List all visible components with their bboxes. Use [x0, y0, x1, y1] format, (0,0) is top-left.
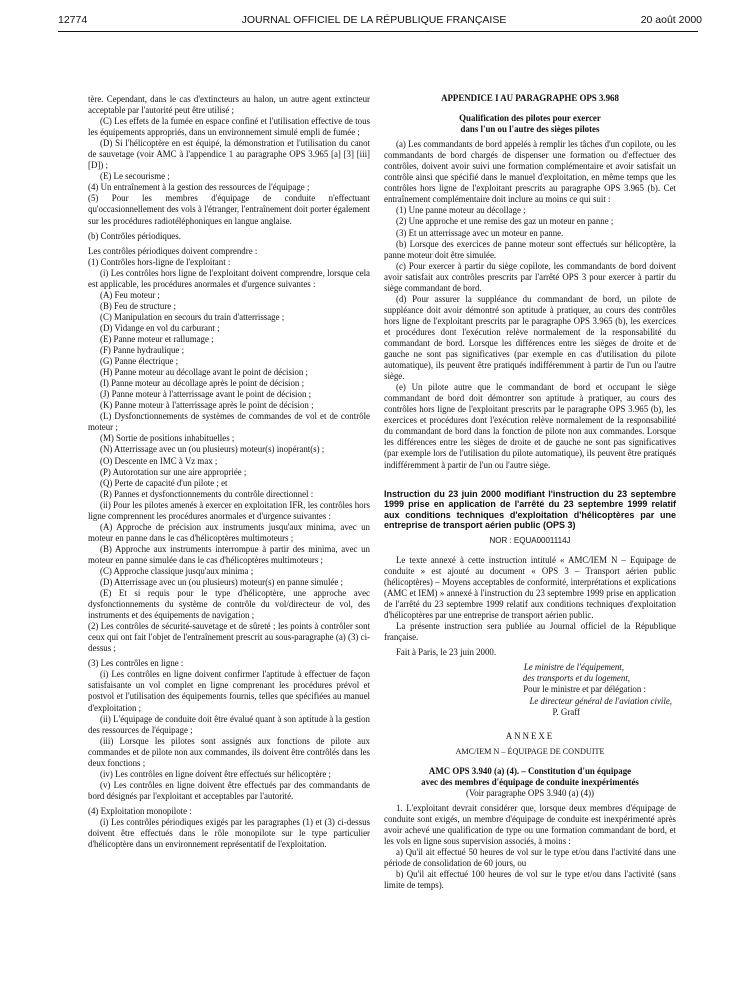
- paragraph: (c) Pour exercer à partir du siège copilote, les commandants de bord doivent avoir satisfait aux contrôles prescrits par l'arrêté OPS 3 pour exercer à partir du siège commandant de bord.: [384, 260, 676, 293]
- list-item: (v) Les contrôles en ligne doivent être effectués par des commandants de bord désignés par l'exploitant et acceptables par l'autorité.: [88, 779, 370, 801]
- paragraph: (5) Pour les membres d'équipage de conduite n'effectuant qu'occasionnellement des vols à l'étranger, l'entraînement doit porter également sur les procédures radiotéléphoniques en langue anglaise.: [88, 193, 370, 226]
- list-item: (F) Panne hydraulique ;: [100, 345, 185, 356]
- list-item: (iii) Lorsque les pilotes sont assignés aux fonctions de pilote aux commandes et de pilote non aux commandes, ils doivent être contrôlés dans les deux fonctions ;: [88, 735, 370, 768]
- paragraph: (d) Pour assurer la suppléance du commandant de bord, un pilote de suppléance doit avoir démontré son aptitude à pratiquer, au cours des contrôles hors ligne de l'exploitant prescrits par le paragraphe OPS 3.965 (b), les exercices et procédures dont l'exécution relève normalement de la responsabilité du commandant de bord. Lorsque les différences entre les sièges de droite et de gauche ne sont pas significatives (par exemple en cas d'utilisation du pilote automatique), ils peuvent être pratiqués indifféremment à partir de l'un ou l'autre siège.: [384, 293, 676, 382]
- list-item: (G) Panne électrique ;: [100, 356, 179, 367]
- list-item: (ii) L'équipage de conduite doit être évalué quant à son aptitude à la gestion des ressources de l'équipage ;: [88, 713, 370, 735]
- list-item: (iv) Les contrôles en ligne doivent être effectués sur hélicoptère ;: [100, 768, 331, 779]
- paragraph: (4) Un entraînement à la gestion des ressources de l'équipage ;: [88, 182, 310, 193]
- list-item: (A) Feu moteur ;: [100, 289, 160, 300]
- signature-line: Le directeur général de l'aviation civile,: [529, 695, 672, 706]
- page-header: [0, 14, 748, 30]
- signature-line: des transports et du logement,: [522, 673, 630, 684]
- list-item: (B) Feu de structure ;: [100, 300, 176, 311]
- nor-reference: NOR : EQUA0001114J: [489, 535, 571, 545]
- paragraph: La présente instruction sera publiée au Journal officiel de la République française.: [384, 621, 676, 643]
- list-item: b) Qu'il ait effectué 100 heures de vol sur le type et/ou dans l'activité (sans limite de temps).: [384, 869, 676, 891]
- list-item: (i) Les contrôles périodiques exigés par les paragraphes (1) et (3) ci-dessus doivent être effectués dans le rôle monopilote sur le type particulier d'hélicoptère dans un environnement représentatif de l'exploitation.: [88, 817, 370, 850]
- list-item: (1) Une panne moteur au décollage ;: [396, 205, 526, 216]
- list-item: (C) Manipulation en secours du train d'atterrissage ;: [100, 311, 285, 322]
- paragraph: (4) Exploitation monopilote :: [88, 805, 192, 816]
- list-item: (Q) Perte de capacité d'un pilote ; et: [100, 477, 228, 488]
- paragraph: (a) Les commandants de bord appelés à remplir les tâches d'un copilote, ou les commandants de bord chargés de dispenser une formation ou d'effectuer des contrôles, doivent avoir suivi une formation complémentaire et avoir satisfait un contrôle ainsi que spécifié dans le manuel d'exploitation, en même temps que les contrôles hors ligne de l'exploitant prescrits au paragraphe OPS 3.965 (b). Cet entraînement complémentaire doit inclure au moins ce qui suit :: [384, 139, 676, 205]
- appendix-title: APPENDICE I AU PARAGRAPHE OPS 3.968: [441, 93, 619, 103]
- paragraph: (i) Les contrôles hors ligne de l'exploitant doivent comprendre, lorsque cela est applicable, les procédures anormales et d'urgence suivantes :: [88, 267, 370, 289]
- annex-subtitle: AMC/IEM N – ÉQUIPAGE DE CONDUITE: [455, 746, 605, 756]
- journal-title: JOURNAL OFFICIEL DE LA RÉPUBLIQUE FRANÇAISE: [241, 14, 507, 26]
- list-item: (I) Panne moteur au décollage après le point de décision ;: [100, 378, 305, 389]
- paragraph: (e) Un pilote autre que le commandant de bord et occupant le siège commandant de bord doit démontrer son aptitude à pratiquer, au cours des contrôles hors ligne de l'exploitant prescrits par le paragraphe OPS 3.965 (b), les exercices et procédures dont l'exécution relève normalement de la responsabilité du commandant de bord dans la fonction de pilote non aux commandes. Lorsque les différences entre les sièges de droite et de gauche ne sont pas significatives (par exemple lors de l'utilisation du pilote automatique), ils peuvent être pratiqués indifféremment à partir de l'un ou l'autre siège.: [384, 382, 676, 470]
- list-item: (B) Approche aux instruments interrompue à partir des minima, avec un moteur en panne simulée dans le cas d'hélicoptères multimoteurs ;: [88, 543, 370, 565]
- list-item: (A) Approche de précision aux instruments jusqu'aux minima, avec un moteur en panne dans le cas d'hélicoptères multimoteurs ;: [88, 521, 370, 543]
- list-item: (O) Descente en IMC à Vz max ;: [100, 455, 218, 466]
- list-item: (D) Atterrissage avec un (ou plusieurs) moteur(s) en panne simulée ;: [100, 577, 343, 588]
- list-item: (R) Pannes et dysfonctionnements du contrôle directionnel :: [100, 488, 314, 499]
- list-item: (L) Dysfonctionnements de systèmes de commandes de vol et de contrôle moteur ;: [88, 411, 370, 433]
- list-item: a) Qu'il ait effectué 50 heures de vol sur le type et/ou dans l'activité dans une période de consolidation de 60 jours, ou: [384, 847, 676, 869]
- signature-line: Le ministre de l'équipement,: [523, 662, 624, 673]
- instruction-title: Instruction du 23 juin 2000 modifiant l'instruction du 23 septembre 1999 prise en application de l'arrêté du 23 septembre 1999 relatif aux conditions techniques d'exploitation d'hélicoptères par une entreprise de transport aérien public (OPS 3): [384, 488, 676, 531]
- list-item: (E) Et si requis pour le type d'hélicoptère, une approche avec dysfonctionnements du système de contrôle du vol/directeur de vol, des instruments et des équipements de navigation ;: [88, 588, 370, 621]
- appendix-subtitle: dans l'un ou l'autre des sièges pilotes: [460, 124, 600, 135]
- paragraph: Les contrôles périodiques doivent comprendre :: [88, 245, 258, 256]
- paragraph: (b) Contrôles périodiques.: [88, 230, 181, 241]
- paragraph: Le texte annexé à cette instruction intitulé « AMC/IEM N – Equipage de conduite » est ajouté au document « OPS 3 – Transport aérien public (hélicoptères) – Moyens acceptables de conformité, interprétations et explications (AMC et IEM) » annexé à l'instruction du 23 septembre 1999 prise en application de l'arrêté du 23 septembre 1999 relatif aux conditions techniques d'exploitation d'hélicoptères par une entreprise de transport aérien public.: [384, 554, 676, 621]
- signature-place-date: Fait à Paris, le 23 juin 2000.: [396, 647, 497, 658]
- list-item: (J) Panne moteur à l'atterrissage avant le point de décision ;: [100, 389, 312, 400]
- list-item: (2) Une approche et une remise des gaz un moteur en panne ;: [396, 216, 614, 227]
- list-item: (K) Panne moteur à l'atterrissage après le point de décision ;: [100, 400, 314, 411]
- appendix-subtitle: Qualification des pilotes pour exercer: [459, 113, 601, 124]
- paragraph: (b) Lorsque des exercices de panne moteur sont effectués sur hélicoptère, la panne moteur doit être simulée.: [384, 238, 676, 260]
- list-item: (P) Autorotation sur une aire appropriée ;: [100, 466, 247, 477]
- issue-date: 20 août 2000: [640, 14, 702, 26]
- list-item: (M) Sortie de positions inhabituelles ;: [100, 433, 235, 444]
- signature-line: Pour le ministre et par délégation :: [523, 684, 646, 695]
- paragraph: (ii) Pour les pilotes amenés à exercer en exploitation IFR, les contrôles hors ligne comprennent les procédures anormales et d'urgence suivantes :: [88, 499, 370, 521]
- paragraph: (3) Les contrôles en ligne :: [88, 658, 184, 669]
- list-item: (i) Les contrôles en ligne doivent confirmer l'aptitude à effectuer de façon satisfaisante un vol complet en ligne comprenant les procédures prévol et postvol et l'utilisation des équipements fournis, telles que spécifiées au manuel d'exploitation ;: [88, 669, 370, 713]
- amc-title: avec des membres d'équipage de conduite inexpérimentés: [421, 776, 639, 787]
- signatory-name: P. Graff: [552, 706, 580, 717]
- paragraph: (E) Le secourisme ;: [100, 171, 170, 182]
- header-rule: [58, 31, 698, 32]
- paragraph: (D) Si l'hélicoptère en est équipé, la démonstration et l'utilisation du canot de sauvetage (voir AMC à l'appendice 1 au paragraphe OPS 3.965 [a] [3] [iii] [D]) ;: [88, 138, 370, 171]
- paragraph: (2) Les contrôles de sécurité-sauvetage et de sûreté ; les points à contrôler sont ceux qui ont fait l'objet de l'entraînement prescrit au sous-paragraphe (a) (3) ci-dessus ;: [88, 621, 370, 654]
- list-item: (3) Et un atterrissage avec un moteur en panne.: [396, 227, 564, 238]
- right-column: [384, 93, 676, 891]
- amc-title: AMC OPS 3.940 (a) (4). – Constitution d'un équipage: [428, 765, 632, 776]
- annex-title: ANNEXE: [505, 730, 555, 741]
- list-item: (H) Panne moteur au décollage avant le point de décision ;: [100, 367, 308, 378]
- left-column: [88, 94, 370, 850]
- paragraph: (1) Contrôles hors-ligne de l'exploitant :: [88, 256, 231, 267]
- paragraph: tère. Cependant, dans le cas d'extincteurs au halon, un autre agent extincteur acceptable par l'autorité peut être utilisé ;: [88, 94, 370, 116]
- list-item: (D) Vidange en vol du carburant ;: [100, 322, 220, 333]
- list-item: (E) Panne moteur et rallumage ;: [100, 333, 214, 344]
- paragraph: 1. L'exploitant devrait considérer que, lorsque deux membres d'équipage de conduite sont exigés, un membre d'équipage de conduite est inexpérimenté après avoir achevé une qualification de type ou une formation commandant de bord, et les vols en ligne sous supervision associés, à moins :: [384, 802, 676, 846]
- list-item: (N) Atterrissage avec un (ou plusieurs) moteur(s) inopérant(s) ;: [100, 444, 325, 455]
- list-item: (C) Approche classique jusqu'aux minima ;: [100, 565, 254, 576]
- amc-reference: (Voir paragraphe OPS 3.940 (a) (4)): [466, 787, 594, 798]
- paragraph: (C) Les effets de la fumée en espace confiné et l'utilisation effective de tous les équipements appropriés, dans un environnement simulé empli de fumée ;: [88, 116, 370, 138]
- page-number: 12774: [58, 14, 88, 26]
